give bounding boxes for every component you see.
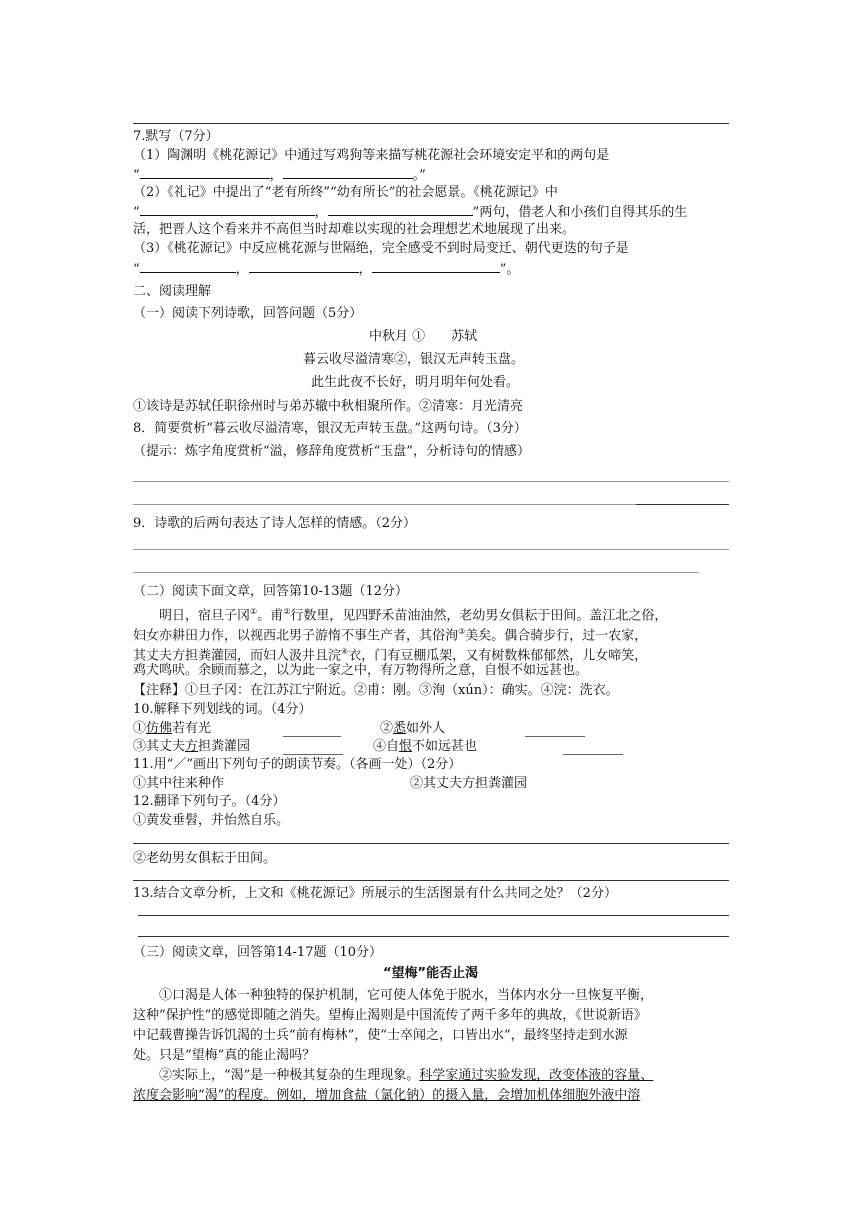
poem-line-1: 暮云收尽溢清寒②，银汉无声转玉盘。 <box>303 352 525 367</box>
part1-title: （一）阅读下列诗歌，回答问题（5分） <box>133 306 363 321</box>
answer-blank[interactable] <box>328 202 473 216</box>
answer-blank[interactable] <box>140 202 315 216</box>
poem-note: ①该诗是苏轼任职徐州时与弟苏辙中秋相聚所作。②清寒：月光清亮 <box>133 399 524 414</box>
q10-item-3 <box>133 738 250 756</box>
passage-text: 。甫 <box>257 608 284 624</box>
article-heading: “望梅”能否止渴 <box>383 966 479 981</box>
article-line <box>159 1067 653 1085</box>
separator: ， <box>269 168 283 183</box>
q11-item-2: ②其丈夫方担粪灌园 <box>410 776 528 791</box>
article-line: 这种“保护性”的感觉即随之消失。望梅止渴则是中国流传了两千多年的典故，《世说新语》 <box>133 1008 647 1023</box>
answer-blank[interactable] <box>140 259 236 273</box>
underlined-word: 悉 <box>393 721 407 736</box>
answer-line[interactable] <box>138 915 729 916</box>
separator: ， <box>358 262 372 277</box>
section-title: 二、阅读理解 <box>133 284 212 299</box>
q8-hint: （提示：炼字角度赏析“溢，修辞角度赏析“玉盘”，分析诗句的情感） <box>133 444 530 459</box>
q10-item-1 <box>133 720 211 738</box>
underlined-word: 仿佛 <box>146 721 173 736</box>
q7-part2: （2）《礼记》中提出了“老有所终”“幼有所长”的社会愿景。《桃花源记》中 <box>133 185 558 200</box>
separator: ， <box>235 262 249 277</box>
poem-title: 中秋月 ① 苏轼 <box>369 329 478 344</box>
q7-part2-cont: 活，把晋人这个看来并不高但当时却难以实现的社会理想艺术地展现了出来。 <box>133 222 576 237</box>
close-text: ”两句，借老人和小孩们自得其乐的生 <box>472 205 688 220</box>
answer-blank[interactable] <box>372 259 500 273</box>
answer-line[interactable] <box>133 549 729 550</box>
underlined-sentence: 科学家通过实验发现，改变体液的容量、 <box>419 1068 654 1083</box>
q7-part1-blanks <box>133 165 426 185</box>
passage-text: 明日，宿旦子冈 <box>159 608 251 624</box>
passage-line: 鸡犬鸣吠。余顾而慕之，以为此一家之中，有万物得所之意，自恨不如远甚也。 <box>133 663 589 678</box>
note-marker: ④ <box>341 647 349 656</box>
underlined-sentence: 浓度会影响“渴”的程度。例如，增加食盐（氯化钠）的摄入量，会增加机体细胞外液中溶 <box>133 1088 641 1103</box>
open-quote: “ <box>133 205 140 220</box>
close-quote: ”。 <box>499 262 520 277</box>
answer-line[interactable] <box>133 572 699 573</box>
passage-text: 行数里，见四野禾苗油油然，老幼男女俱耘于田间。盖江北之俗， <box>290 608 668 624</box>
answer-line[interactable] <box>133 880 729 881</box>
answer-blank[interactable] <box>283 741 343 755</box>
note-marker: ③ <box>458 627 466 636</box>
q7-title: 7.默写（7分） <box>133 129 219 144</box>
q10-item-4 <box>373 738 477 756</box>
part2-title: （二）阅读下面文章，回答第10-13题（12分） <box>133 584 409 599</box>
passage-text: 其丈夫方担粪灌园，而妇人汲井且浣 <box>133 648 342 664</box>
q7-part1: （1）陶渊明《桃花源记》中通过写鸡狗等来描写桃花源社会环境安定平和的两句是 <box>133 148 610 163</box>
answer-line[interactable] <box>133 843 729 844</box>
separator: ， <box>314 205 328 220</box>
item-text: 如外人 <box>406 721 446 736</box>
answer-blank[interactable] <box>563 741 623 755</box>
q12-item-1: ①黄发垂髫，并怡然自乐。 <box>133 813 290 828</box>
underlined-word: 恨 <box>399 739 413 754</box>
close-quote: 。” <box>412 168 426 183</box>
q8-text: 8．简要赏析“暮云收尽溢清寒，银汉无声转玉盘。”这两句诗。（3分） <box>133 421 527 436</box>
item-text: 若有光 <box>172 721 212 736</box>
article-line: 处。只是“望梅”真的能止渴吗？ <box>133 1048 316 1063</box>
q7-part3: （3）《桃花源记》中反应桃花源与世隔绝，完全感受不到时局变迁、朝代更迭的句子是 <box>133 241 629 256</box>
passage-text: 妇女亦耕田力作，以视西北男子游惰不事生产者，其俗洵 <box>133 628 459 644</box>
answer-blank[interactable] <box>283 165 413 179</box>
passage-line <box>159 603 667 625</box>
open-quote: “ <box>133 262 140 277</box>
q11-item-1: ①其中往来种作 <box>133 776 225 791</box>
q13-text: 13.结合文章分析，上文和《桃花源记》所展示的生活图景有什么共同之处？（2分） <box>133 886 617 901</box>
passage-text: 衣，门有豆棚瓜架，又有树数株郁郁然，儿女啼笑， <box>348 648 648 664</box>
item-number: ② <box>380 721 394 736</box>
answer-line[interactable] <box>138 936 729 937</box>
q10-text: 10.解释下列划线的词。（4分） <box>133 702 312 717</box>
article-line: 中记载曹操告诉饥渴的士兵“前有梅林”，使“士卒闻之，口皆出水”，最终坚持走到水源 <box>133 1028 628 1043</box>
poem-line-2: 此生此夜不长好，明月明年何处看。 <box>311 375 520 390</box>
item-text: 不如远甚也 <box>412 739 478 754</box>
q11-text: 11.用“／”画出下列句子的朗读节奏。（各画一处）（2分） <box>133 757 462 772</box>
answer-line[interactable] <box>133 481 729 482</box>
q7-part2-blanks <box>133 202 687 222</box>
q7-part3-blanks <box>133 259 519 279</box>
note-marker: ② <box>283 607 291 616</box>
open-quote: “ <box>133 168 140 183</box>
q12-item-2: ②老幼男女俱耘于田间。 <box>133 851 277 866</box>
item-number: ① <box>133 721 147 736</box>
article-line: ①口渴是人体一种独特的保护机制，它可使人体免于脱水，当体内水分一旦恢复平衡， <box>159 988 654 1003</box>
answer-blank[interactable] <box>140 165 270 179</box>
q12-text: 12.翻译下列句子。（4分） <box>133 794 286 809</box>
q9-text: 9．诗歌的后两句表达了诗人怎样的情感。（2分） <box>133 516 417 531</box>
answer-blank[interactable] <box>525 723 585 737</box>
answer-blank[interactable] <box>249 259 359 273</box>
passage-text: 美矣。偶合骑步行，过一农家， <box>465 628 648 644</box>
part3-title: （三）阅读文章，回答第14-17题（10分） <box>133 945 383 960</box>
q10-item-2 <box>380 720 445 738</box>
passage-line <box>133 623 647 645</box>
underlined-word: 方 <box>185 739 199 754</box>
item-text: ③其丈夫 <box>133 739 186 754</box>
item-text: ④自 <box>373 739 400 754</box>
answer-line-end <box>636 504 729 505</box>
top-rule <box>133 123 729 124</box>
note-marker: ① <box>250 607 258 616</box>
article-text: ②实际上，“渴”是一种极其复杂的生理现象。 <box>159 1068 420 1083</box>
answer-blank[interactable] <box>283 723 341 737</box>
item-text: 担粪灌园 <box>198 739 251 754</box>
annotation: 【注释】①旦子冈：在江苏江宁附近。②甫：刚。③洵（xún）：确实。④浣：洗衣。 <box>133 683 619 698</box>
